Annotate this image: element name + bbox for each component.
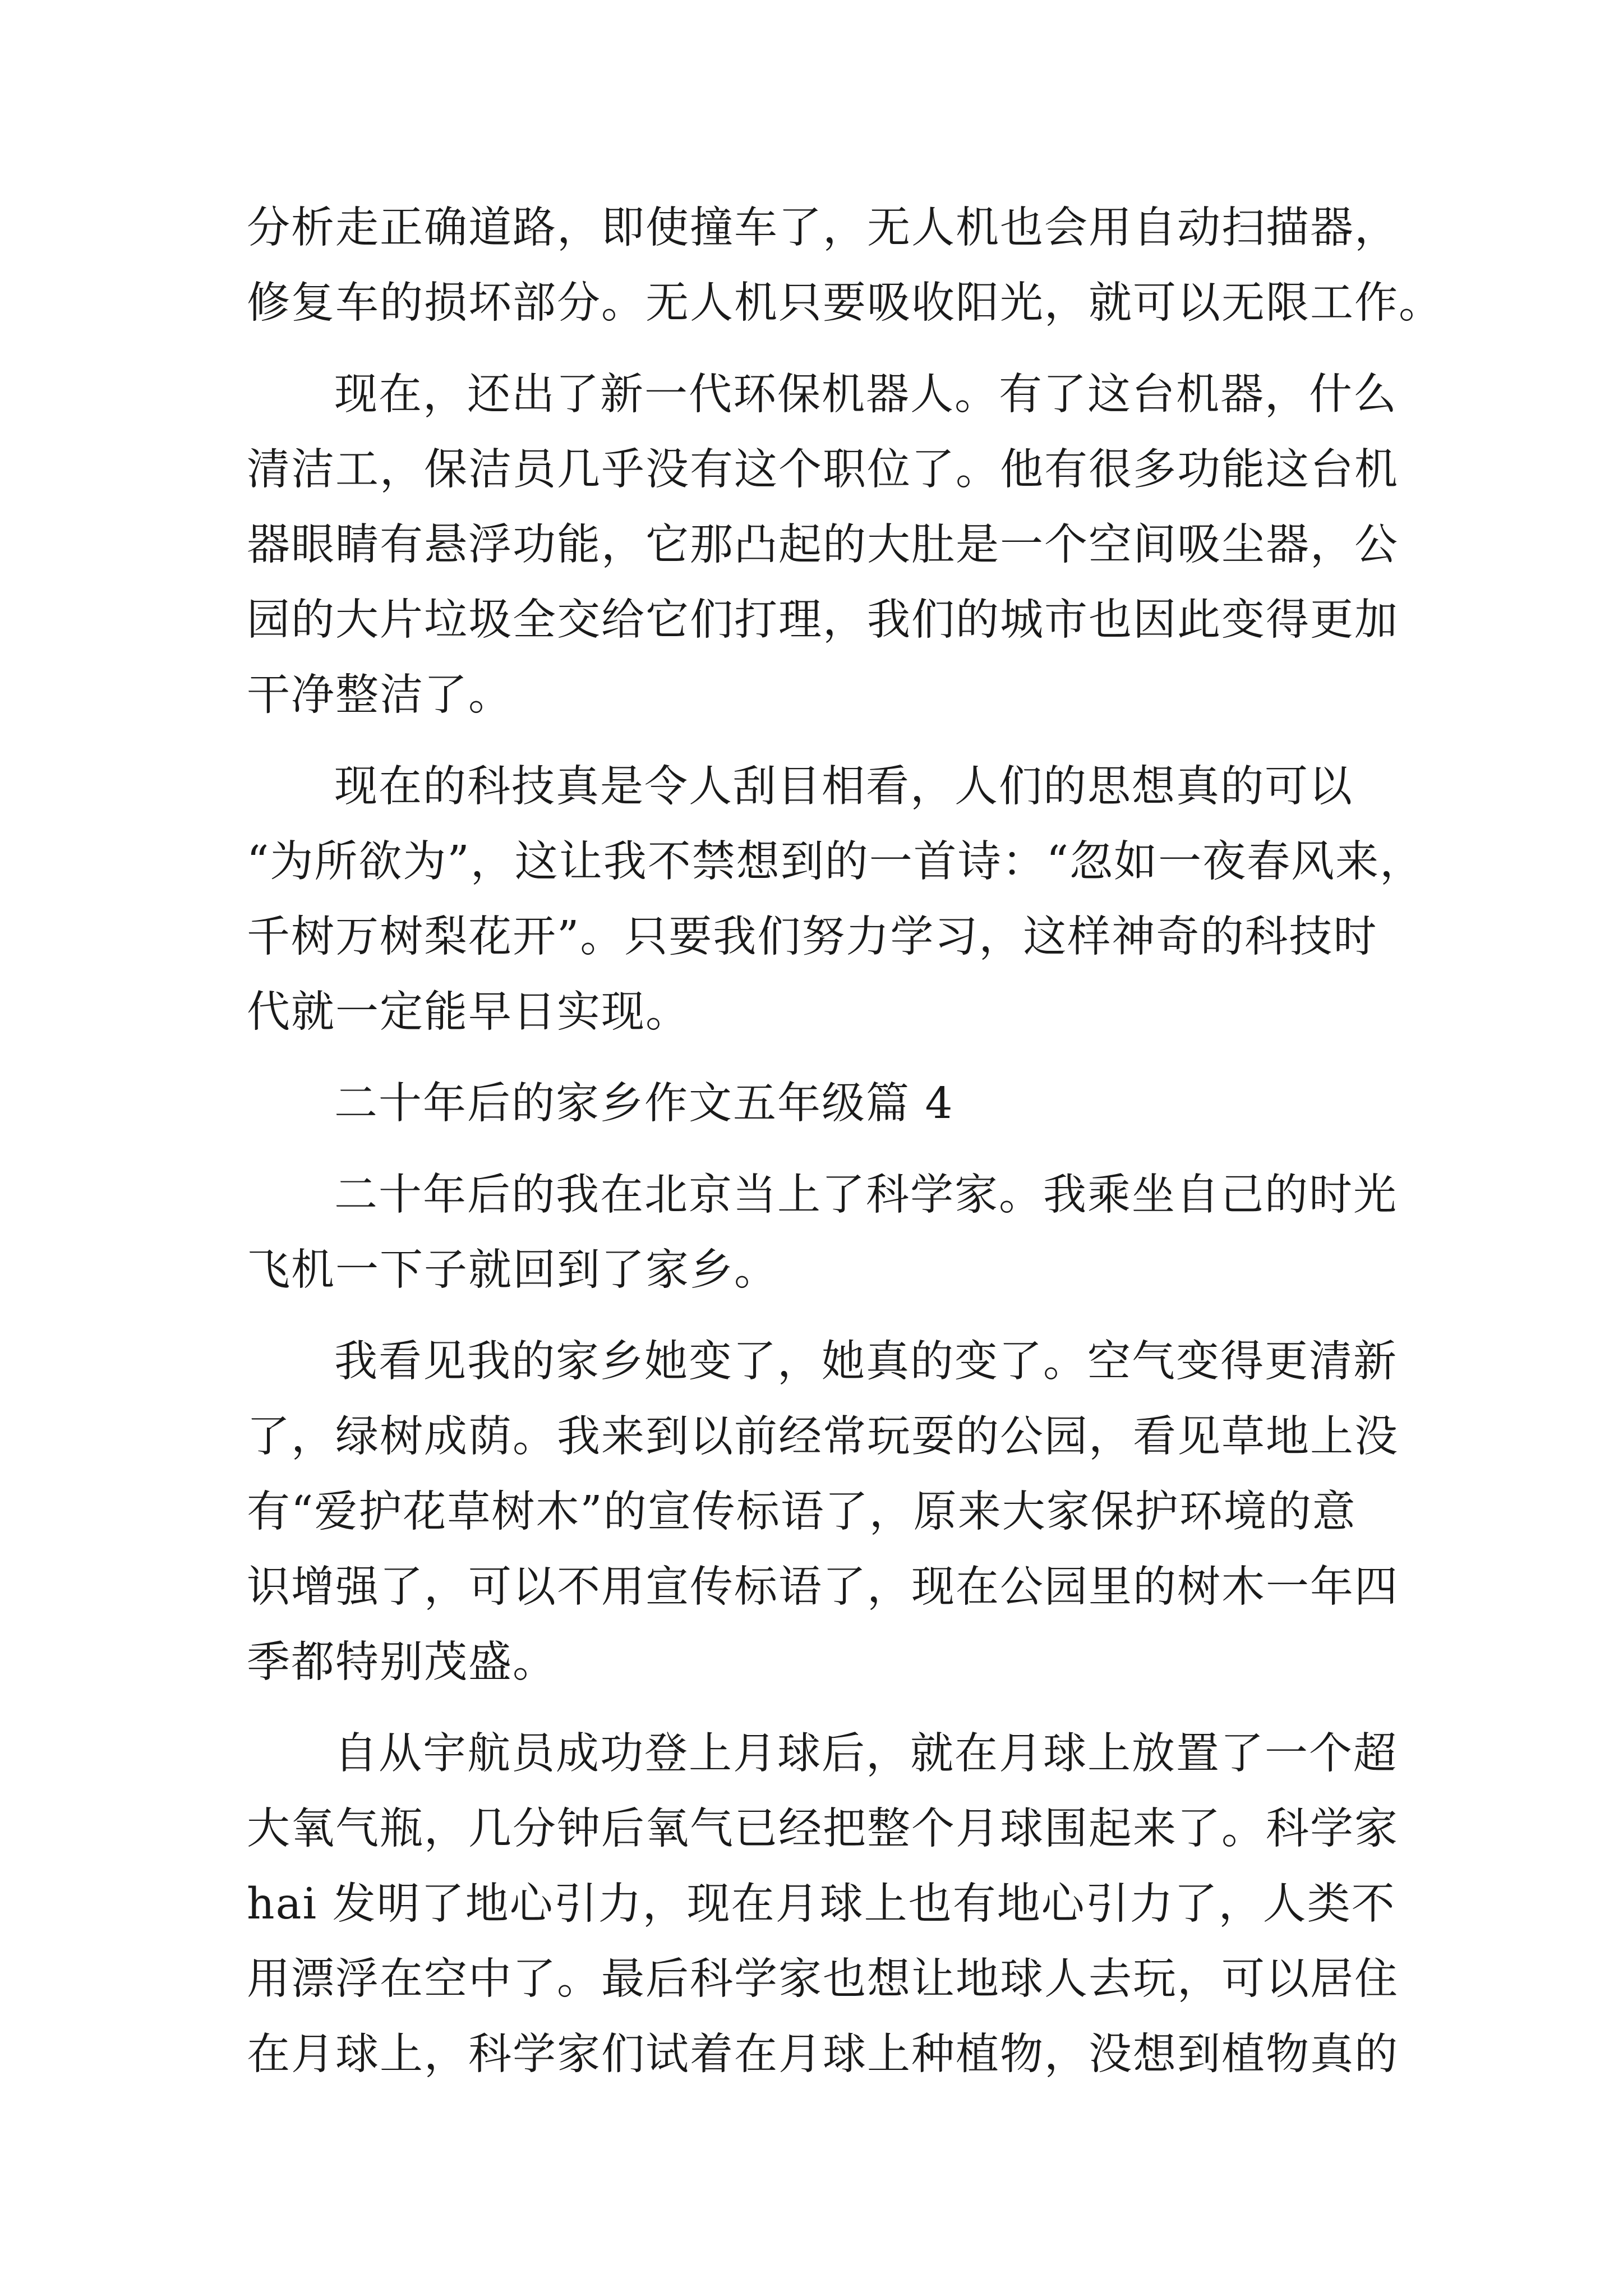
paragraph-line: 清洁工，保洁员几乎没有这个职位了。他有很多功能这台机 [247,445,1399,495]
paragraph-line: 千树万树梨花开”。只要我们努力学习，这样神奇的科技时 [247,912,1378,962]
paragraph-line: 大氧气瓶，几分钟后氧气已经把整个月球围起来了。科学家 [247,1804,1399,1854]
section-heading: 二十年后的家乡作文五年级篇 4 [334,1079,954,1129]
paragraph-line: 园的大片垃圾全交给它们打理，我们的城市也因此变得更加 [247,595,1399,645]
paragraph-line: 自从宇航员成功登上月球后，就在月球上放置了一个超 [334,1729,1398,1779]
paragraph-line: 现在的科技真是令人刮目相看，人们的思想真的可以 [334,762,1353,812]
document-body [247,191,1443,2092]
paragraph-line: 干净整洁了。 [247,670,513,720]
paragraph-line: 有“爱护花草树木”的宣传标语了，原来大家保护环境的意 [247,1487,1357,1537]
paragraph-line: 我看见我的家乡她变了，她真的变了。空气变得更清新 [334,1337,1398,1387]
paragraph-line: 识增强了，可以不用宣传标语了，现在公园里的树木一年四 [247,1562,1399,1612]
paragraph-line: 飞机一下子就回到了家乡。 [247,1245,778,1295]
paragraph-line: “为所欲为”，这让我不禁想到的一首诗：“忽如一夜春风来， [247,837,1424,887]
paragraph-line: 代就一定能早日实现。 [247,987,690,1037]
paragraph-line: hai 发明了地心引力，现在月球上也有地心引力了，人类不 [247,1879,1396,1929]
paragraph-line: 修复车的损坏部分。无人机只要吸收阳光，就可以无限工作。 [247,278,1443,328]
paragraph-line: 二十年后的我在北京当上了科学家。我乘坐自己的时光 [334,1170,1398,1220]
paragraph-line: 在月球上，科学家们试着在月球上种植物，没想到植物真的 [247,2030,1399,2079]
paragraph-line: 器眼睛有悬浮功能，它那凸起的大肚是一个空间吸尘器，公 [247,520,1399,570]
paragraph-line: 季都特别茂盛。 [247,1637,557,1687]
paragraph-line: 用漂浮在空中了。最后科学家也想让地球人去玩，可以居住 [247,1954,1399,2004]
paragraph-line: 现在，还出了新一代环保机器人。有了这台机器，什么 [334,370,1398,420]
paragraph-line: 了，绿树成荫。我来到以前经常玩耍的公园，看见草地上没 [247,1412,1399,1462]
paragraph-line: 分析走正确道路，即使撞车了，无人机也会用自动扫描器， [247,203,1399,253]
